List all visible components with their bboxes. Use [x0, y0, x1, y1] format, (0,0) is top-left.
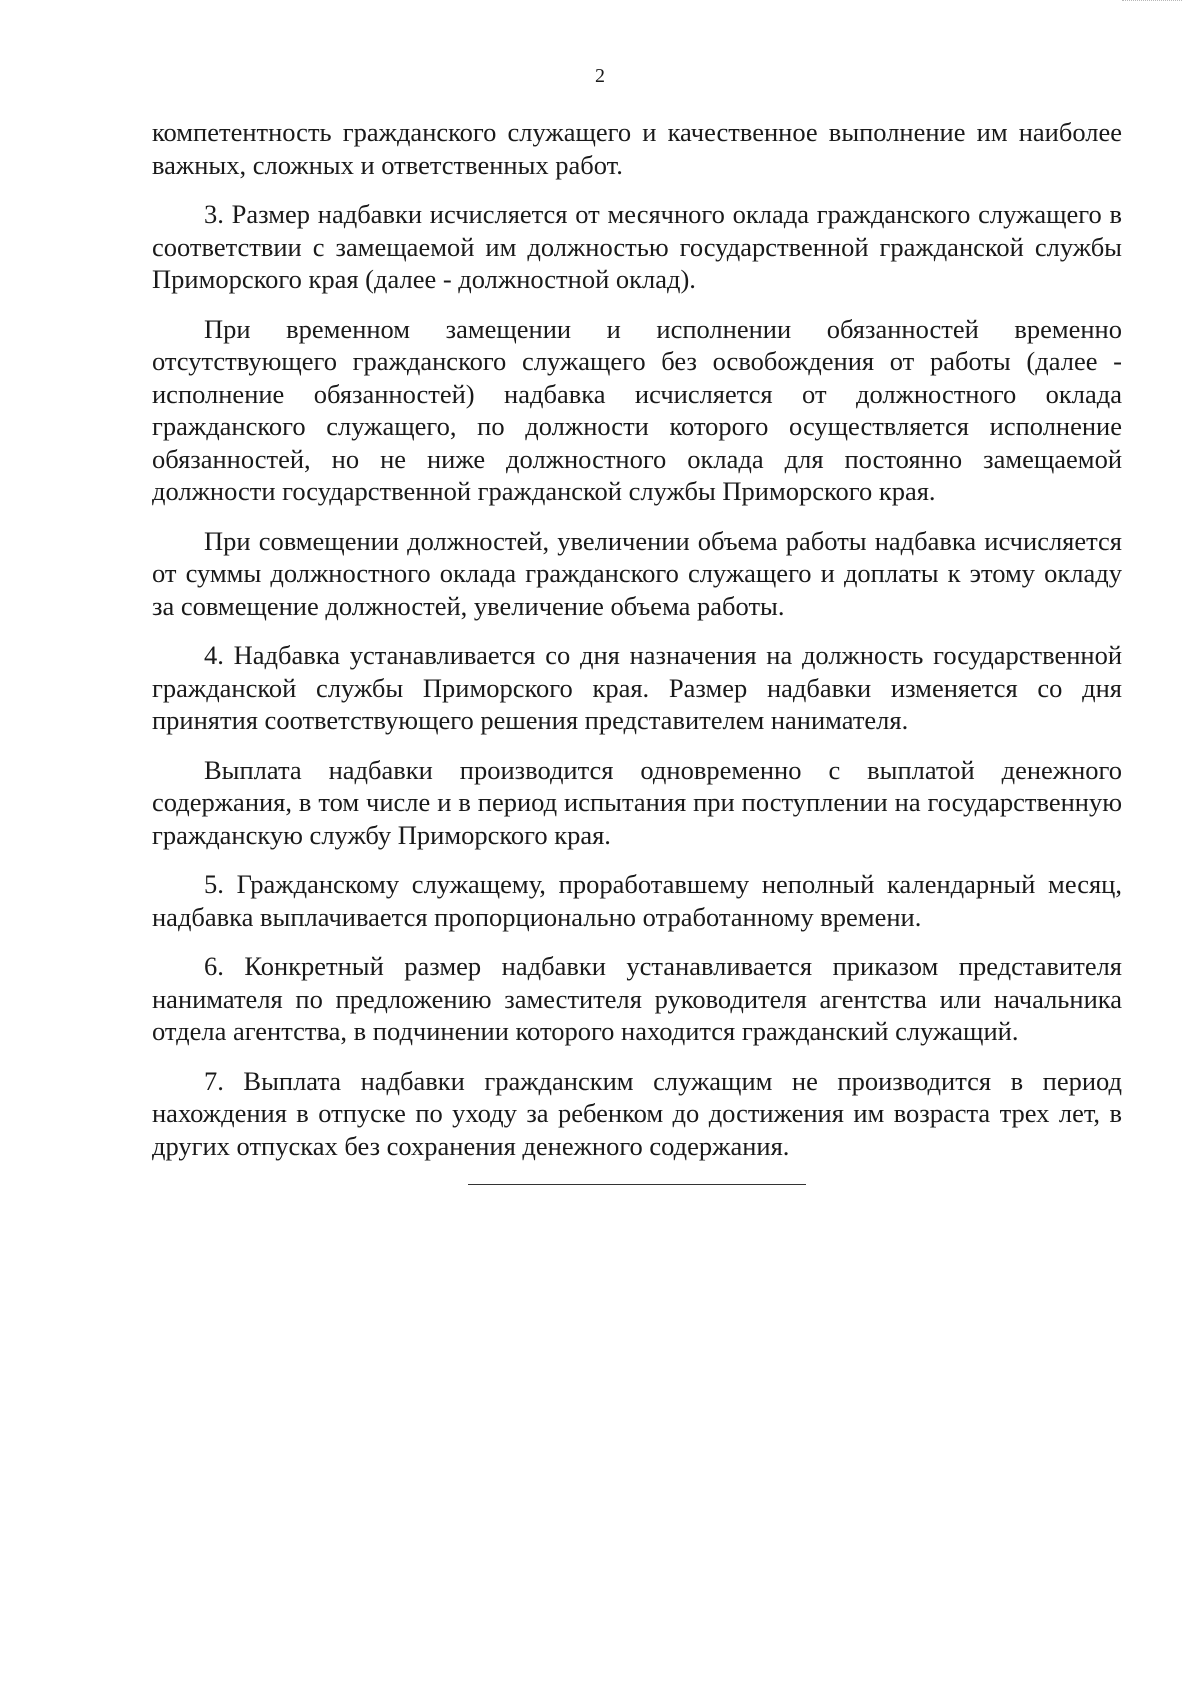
paragraph-combined-positions: При совмещении должностей, увеличении объема работы надбавка исчисляется от суммы должностного оклада гражданского служащего и доплаты к этому окладу за совмещение должностей, увеличение объема работы. — [152, 525, 1122, 621]
paragraph-temporary-duties: При временном замещении и исполнении обязанностей временно отсутствующего гражданского служащего без освобождения от работы (далее - исполнение обязанностей) надбавка исчисляется от должностного оклада гражданского служащего, по должности которого осуществляется исполнение обязанностей, но не ниже должностного оклада для постоянно замещаемой должности государственной гражданской службы Приморского края. — [152, 313, 1122, 506]
paragraph-item-5: 5. Гражданскому служащему, проработавшему неполный календарный месяц, надбавка выплачивается пропорционально отработанному времени. — [152, 869, 1122, 932]
paragraph-item-4: 4. Надбавка устанавливается со дня назначения на должность государственной гражданской службы Приморского края. Размер надбавки изменяется со дня принятия соответствующего решения представителем нанимателя. — [152, 640, 1122, 735]
end-of-document-rule — [468, 1184, 806, 1185]
paragraph-item-6: 6. Конкретный размер надбавки устанавливается приказом представителя нанимателя по предложению заместителя руководителя агентства или начальника отдела агентства, в подчинении которого находится гражданский служащий. — [152, 951, 1122, 1046]
paragraph-payment: Выплата надбавки производится одновременно с выплатой денежного содержания, в том числе и в период испытания при поступлении на государственную гражданскую службу Приморского края. — [152, 754, 1122, 850]
page-number: 2 — [595, 65, 605, 87]
paragraph-continuation: компетентность гражданского служащего и качественное выполнение им наиболее важных, сложных и ответственных работ. — [152, 117, 1122, 180]
paragraph-item-7: 7. Выплата надбавки гражданским служащим не производится в период нахождения в отпуске по уходу за ребенком до достижения им возраста трех лет, в других отпусках без сохранения денежного содержания. — [152, 1065, 1122, 1161]
document-body — [152, 116, 1122, 1185]
paragraph-item-3: 3. Размер надбавки исчисляется от месячного оклада гражданского служащего в соответствии с замещаемой им должностью государственной гражданской службы Приморского края (далее - должностной оклад). — [152, 199, 1122, 294]
scan-edge-mark — [1122, 0, 1182, 5]
